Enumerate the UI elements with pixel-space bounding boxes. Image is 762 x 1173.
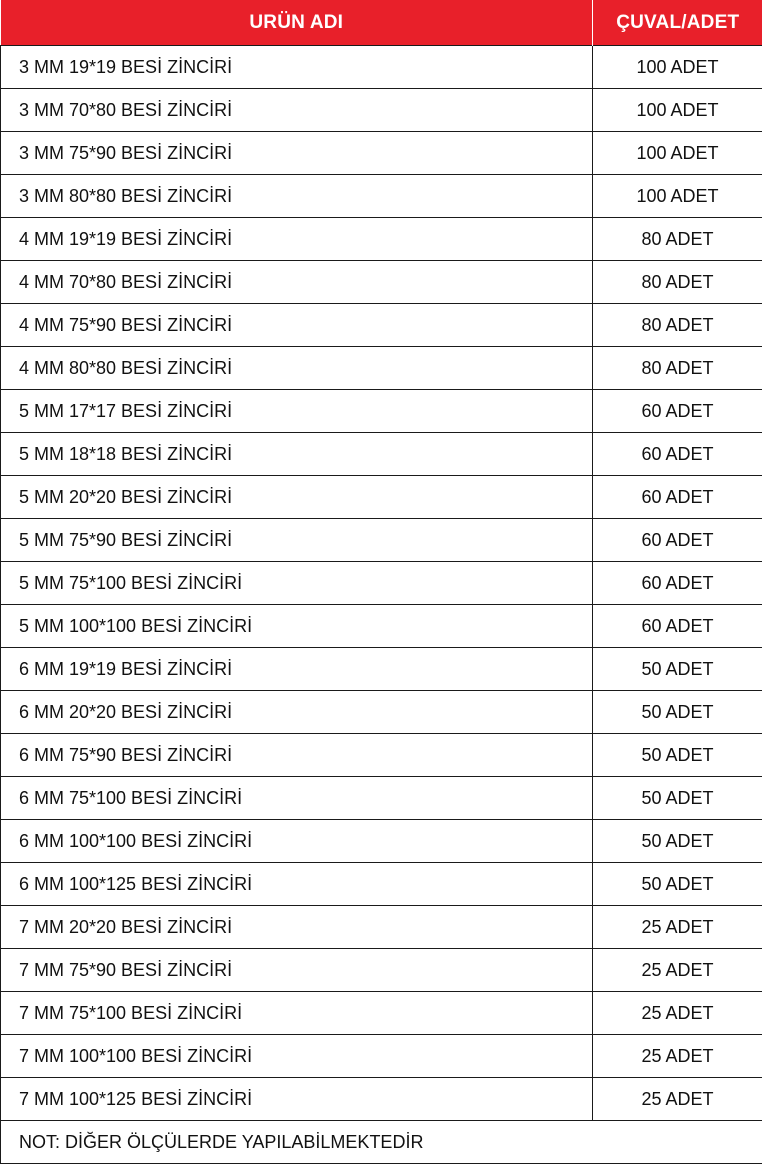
table-row [1,863,762,906]
quantity-cell: 100 ADET [593,89,762,132]
product-name-cell: 5 MM 100*100 BESİ ZİNCİRİ [1,605,593,648]
quantity-cell: 25 ADET [593,949,762,992]
product-name-cell: 6 MM 100*125 BESİ ZİNCİRİ [1,863,593,906]
quantity-cell: 25 ADET [593,1078,762,1121]
product-name-cell: 4 MM 80*80 BESİ ZİNCİRİ [1,347,593,390]
header-quantity: ÇUVAL/ADET [593,0,762,46]
table-row [1,390,762,433]
quantity-cell: 60 ADET [593,605,762,648]
product-name-cell: 7 MM 75*90 BESİ ZİNCİRİ [1,949,593,992]
product-name-cell: 7 MM 100*100 BESİ ZİNCİRİ [1,1035,593,1078]
product-name-cell: 5 MM 75*90 BESİ ZİNCİRİ [1,519,593,562]
product-name-cell: 6 MM 19*19 BESİ ZİNCİRİ [1,648,593,691]
quantity-cell: 60 ADET [593,390,762,433]
table-row [1,1078,762,1121]
table-row [1,519,762,562]
product-name-cell: 5 MM 18*18 BESİ ZİNCİRİ [1,433,593,476]
table-row [1,992,762,1035]
quantity-cell: 25 ADET [593,992,762,1035]
table-row [1,132,762,175]
quantity-cell: 25 ADET [593,906,762,949]
quantity-cell: 60 ADET [593,519,762,562]
quantity-cell: 80 ADET [593,261,762,304]
product-name-cell: 3 MM 19*19 BESİ ZİNCİRİ [1,46,593,89]
table-row [1,1035,762,1078]
table-row [1,433,762,476]
product-name-cell: 6 MM 75*90 BESİ ZİNCİRİ [1,734,593,777]
quantity-cell: 50 ADET [593,691,762,734]
product-name-cell: 5 MM 75*100 BESİ ZİNCİRİ [1,562,593,605]
table-row [1,777,762,820]
product-name-cell: 6 MM 75*100 BESİ ZİNCİRİ [1,777,593,820]
quantity-cell: 60 ADET [593,562,762,605]
product-name-cell: 7 MM 100*125 BESİ ZİNCİRİ [1,1078,593,1121]
note-row [1,1121,762,1164]
quantity-cell: 50 ADET [593,648,762,691]
table-row [1,562,762,605]
quantity-cell: 50 ADET [593,734,762,777]
product-name-cell: 4 MM 70*80 BESİ ZİNCİRİ [1,261,593,304]
quantity-cell: 80 ADET [593,218,762,261]
product-name-cell: 5 MM 17*17 BESİ ZİNCİRİ [1,390,593,433]
table-row [1,820,762,863]
header-product-name: URÜN ADI [1,0,593,46]
table-row [1,906,762,949]
product-name-cell: 5 MM 20*20 BESİ ZİNCİRİ [1,476,593,519]
quantity-cell: 80 ADET [593,304,762,347]
table-row [1,89,762,132]
quantity-cell: 50 ADET [593,863,762,906]
table-row [1,949,762,992]
quantity-cell: 100 ADET [593,175,762,218]
product-name-cell: 3 MM 80*80 BESİ ZİNCİRİ [1,175,593,218]
quantity-cell: 25 ADET [593,1035,762,1078]
product-name-cell: 3 MM 75*90 BESİ ZİNCİRİ [1,132,593,175]
quantity-cell: 80 ADET [593,347,762,390]
product-name-cell: 6 MM 100*100 BESİ ZİNCİRİ [1,820,593,863]
product-name-cell: 4 MM 19*19 BESİ ZİNCİRİ [1,218,593,261]
table-row [1,476,762,519]
quantity-cell: 50 ADET [593,820,762,863]
quantity-cell: 50 ADET [593,777,762,820]
table-header-row [1,0,762,46]
table-row [1,605,762,648]
table-row [1,175,762,218]
table-body [1,46,762,1121]
quantity-cell: 100 ADET [593,132,762,175]
product-name-cell: 7 MM 20*20 BESİ ZİNCİRİ [1,906,593,949]
product-name-cell: 7 MM 75*100 BESİ ZİNCİRİ [1,992,593,1035]
table-row [1,218,762,261]
product-name-cell: 3 MM 70*80 BESİ ZİNCİRİ [1,89,593,132]
table-row [1,691,762,734]
quantity-cell: 60 ADET [593,476,762,519]
table-row [1,261,762,304]
table-row [1,46,762,89]
table-row [1,347,762,390]
quantity-cell: 100 ADET [593,46,762,89]
table-row [1,304,762,347]
quantity-cell: 60 ADET [593,433,762,476]
product-name-cell: 4 MM 75*90 BESİ ZİNCİRİ [1,304,593,347]
note-text: NOT: DİĞER ÖLÇÜLERDE YAPILABİLMEKTEDİR [1,1121,762,1164]
table-row [1,648,762,691]
table-row [1,734,762,777]
product-name-cell: 6 MM 20*20 BESİ ZİNCİRİ [1,691,593,734]
